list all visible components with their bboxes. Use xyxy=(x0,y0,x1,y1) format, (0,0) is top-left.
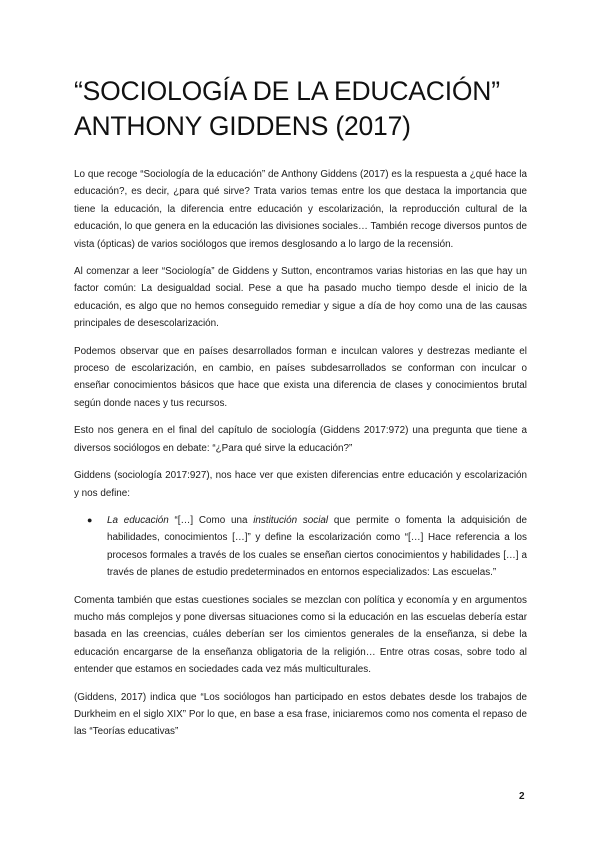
title-line-1: “SOCIOLOGÍA DE LA EDUCACIÓN” xyxy=(74,76,500,106)
paragraph-question: Esto nos genera en el final del capítulo de sociología (Giddens 2017:972) una pregunta que tiene a diversos sociólogos en debate: “¿Para qué sirve la educación?” xyxy=(74,425,527,454)
document-body xyxy=(74,166,527,751)
paragraph-inequality: Al comenzar a leer “Sociología” de Giddens y Sutton, encontramos varias historias en las que hay un factor común: La desigualdad social. Pese a que ha pasado mucho tiempo desde el inicio de la educación, es algo que no hemos conseguido remediar y sigue a día de hoy como una de las causas principales de desescolarización. xyxy=(74,266,527,330)
page-number: 2 xyxy=(519,791,525,802)
paragraph-definition: Giddens (sociología 2017:927), nos hace ver que existen diferencias entre educación y escolarización y nos define: xyxy=(74,470,527,499)
term-social-institution: institución social xyxy=(253,514,329,526)
paragraph-intro: Lo que recoge “Sociología de la educación” de Anthony Giddens (2017) es la respuesta a ¿qué hace la educación?, es decir, ¿para qué sirve? Trata varios temas entre los que destaca la importancia que tiene la educación, la diferencia entre educación y escolarización, la reproducción cultural de la educación, lo que genera en la educación las divisiones sociales… También recoge diversos puntos de vista (ópticas) de varios sociólogos que iremos desglosando a lo largo de la recensión. xyxy=(74,169,527,250)
title-line-2: ANTHONY GIDDENS (2017) xyxy=(74,111,411,141)
list-item xyxy=(74,512,527,582)
bullet-icon: ● xyxy=(87,514,93,525)
paragraph-politics: Comenta también que estas cuestiones sociales se mezclan con política y economía y en argumentos mucho más complejos y pone diversas situaciones como si la educación en las escuelas debería estar basada en las creencias, cuáles deberían ser los cimientos generales de la enseñanza, si debe la educación encargarse de la enseñanza obligatoria de la religión… Entre otras cosas, sobre todo al entender que estamos en sociedades cada vez más multiculturales. xyxy=(74,594,527,676)
paragraph-durkheim: (Giddens, 2017) indica que “Los sociólogos han participado en estos debates desde los trabajos de Durkheim en el siglo XIX” Por lo que, en base a esa frase, iniciaremos como nos comenta el repaso de las “Teorías educativas” xyxy=(74,691,527,738)
term-education: La educación xyxy=(107,514,169,526)
document-title xyxy=(74,74,544,144)
definition-text-2: que permite o fomenta la adquisición de habilidades, conocimientos […]” y define la escolarización como “[…] Hace referencia a los procesos formales a través de los cuales se enseñan ciertos conocimientos y habilidades […] a través de planes de estudio predeterminados en entornos especializados: Las escuelas.” xyxy=(107,514,527,579)
definition-text-1: “[…] Como una xyxy=(168,514,254,526)
paragraph-countries: Podemos observar que en países desarrollados forman e inculcan valores y destrezas mediante el proceso de escolarización, en cambio, en países subdesarrollados se conforman con inculcar o enseñar conocimientos básicos que hace que exista una diferencia de clases y conocimientos brutal según donde naces y tus recursos. xyxy=(74,345,527,409)
definition-list xyxy=(74,512,527,582)
